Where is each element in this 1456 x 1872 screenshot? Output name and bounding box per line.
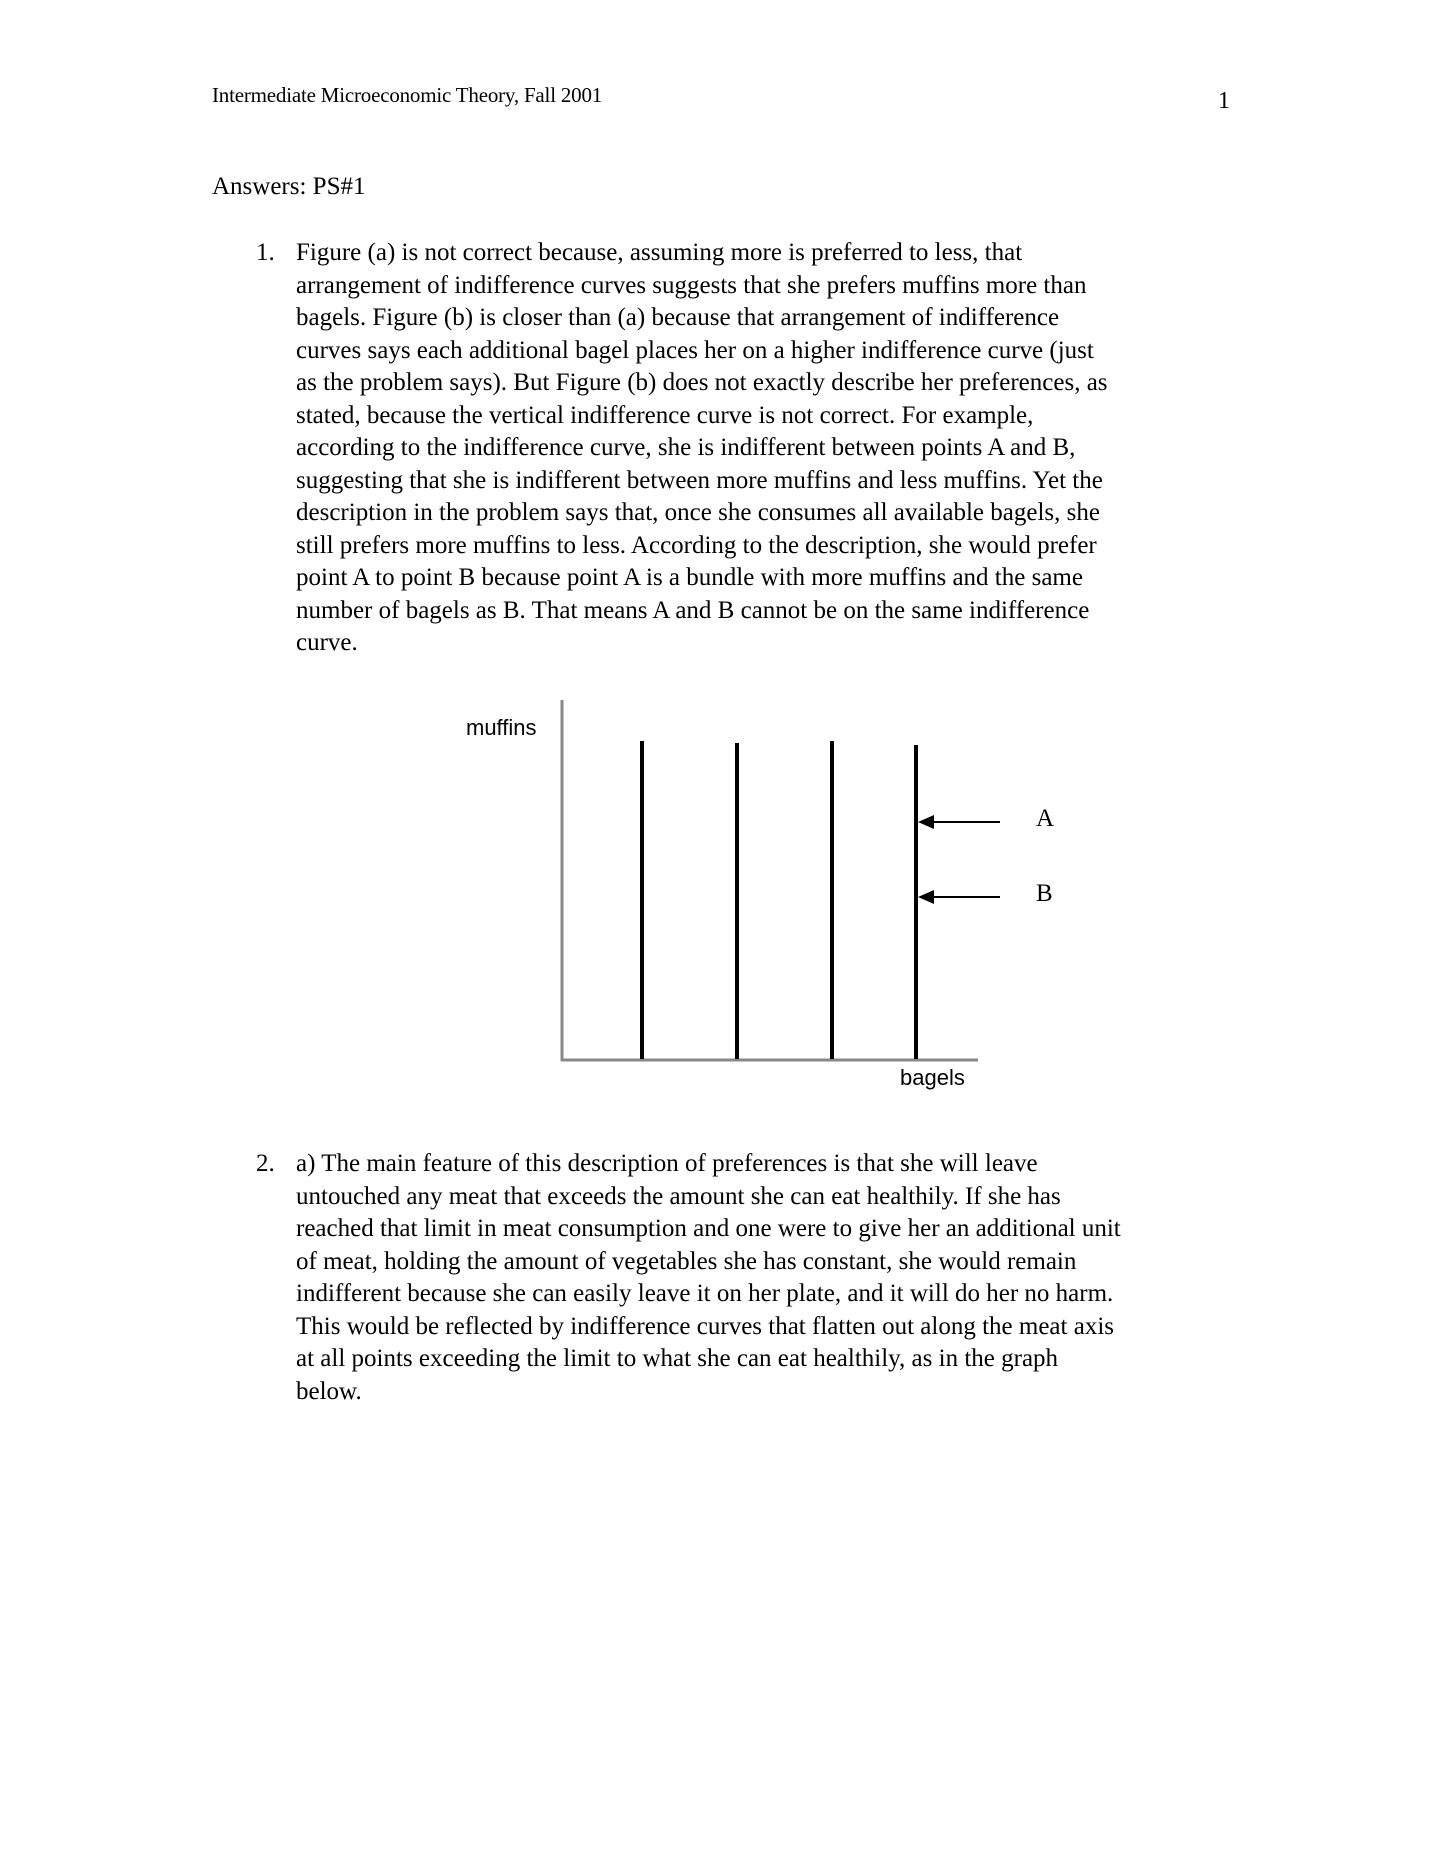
x-axis-label: bagels [900,1065,965,1090]
text-line: curves says each additional bagel places her on a higher indifference curve (just [296,336,1094,364]
text-line: still prefers more muffins to less. According to the description, she would prefer [296,531,1097,559]
text-line: as the problem says). But Figure (b) does not exactly describe her preferences, as [296,369,1108,396]
y-axis-label: muffins [466,715,537,740]
indifference-curve-figure [440,695,1055,1105]
running-header: Intermediate Microeconomic Theory, Fall 2001 [212,83,603,107]
text-line: number of bagels as B. That means A and B cannot be on the same indifference [296,596,1090,624]
text-line: below. [296,1377,362,1405]
text-line: suggesting that she is indifferent between more muffins and less muffins. Yet the [296,466,1103,494]
text-line: at all points exceeding the limit to what she can eat healthily, as in the graph [296,1345,1059,1372]
text-line: Figure (a) is not correct because, assuming more is preferred to less, that [296,239,1023,266]
answer-2 [256,1148,1256,1408]
text-line: indifferent because she can easily leave it on her plate, and it will do her no harm. [296,1280,1114,1307]
text-line: untouched any meat that exceeds the amount she can eat healthily. If she has [296,1182,1061,1210]
arrow-b-head [918,890,934,904]
text-line: a) The main feature of this description of preferences is that she will leave [296,1150,1038,1177]
point-label-a: A [1036,805,1055,832]
text-line: curve. [296,629,358,656]
page-number: 1 [1218,88,1230,114]
text-line: description in the problem says that, once she consumes all available bagels, she [296,499,1100,526]
answer-text [296,1148,1256,1408]
text-line: according to the indifference curve, she is indifferent between points A and B, [296,434,1076,461]
text-line: point A to point B because point A is a bundle with more muffins and the same [296,564,1083,591]
text-line: stated, because the vertical indifference curve is not correct. For example, [296,401,1034,429]
answer-1 [256,237,1256,660]
text-line: bagels. Figure (b) is closer than (a) because that arrangement of indifference [296,304,1060,331]
text-line: arrangement of indifference curves suggests that she prefers muffins more than [296,271,1087,299]
figure-graphic [440,695,1000,1105]
answer-number: 2. [256,1150,275,1177]
page-title: Answers: PS#1 [212,173,366,200]
text-line: reached that limit in meat consumption and one were to give her an additional unit [296,1215,1121,1242]
text-line: of meat, holding the amount of vegetables she has constant, she would remain [296,1247,1077,1275]
answer-text [296,237,1256,660]
answer-number: 1. [256,239,275,266]
text-line: This would be reflected by indifference curves that flatten out along the meat axis [296,1312,1114,1340]
arrow-a-head [918,815,934,829]
point-label-b: B [1036,880,1053,907]
